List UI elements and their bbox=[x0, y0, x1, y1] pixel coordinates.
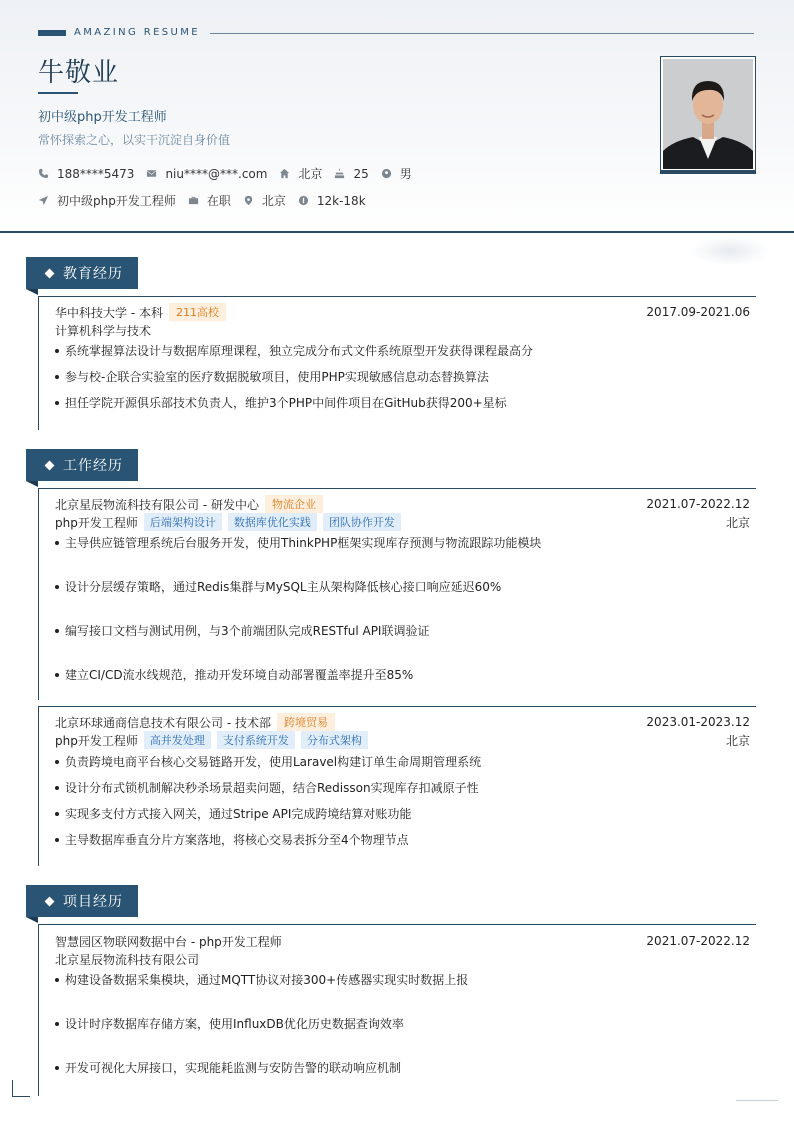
diamond-icon bbox=[45, 268, 55, 278]
section-line bbox=[38, 924, 756, 925]
industry-tag: 跨境贸易 bbox=[277, 713, 335, 731]
intent-city-text: 北京 bbox=[261, 194, 286, 208]
money-icon bbox=[298, 195, 309, 206]
section-line bbox=[38, 488, 756, 489]
contact-email bbox=[146, 167, 267, 181]
list-item: 参与校-企联合实验室的医疗数据脱敏项目，使用PHP实现敏感信息动态替换算法 bbox=[55, 368, 489, 385]
section-title-project: 项目经历 bbox=[63, 894, 123, 910]
brand-label: AMAZING RESUME bbox=[74, 27, 200, 38]
contact-row bbox=[38, 165, 424, 182]
position: php开发工程师 bbox=[55, 733, 138, 748]
list-item: 主导供应链管理系统后台服务开发，使用ThinkPHP框架实现库存预测与物流跟踪功能模块 bbox=[55, 534, 541, 551]
list-item: 设计分层缓存策略，通过Redis集群与MySQL主从架构降低核心接口响应延迟60% bbox=[55, 578, 501, 595]
age-text: 25 bbox=[353, 166, 369, 181]
project-title: 智慧园区物联网数据中台 - php开发工程师 bbox=[55, 934, 282, 949]
school-name: 华中科技大学 - 本科 bbox=[55, 305, 163, 320]
tab-notch bbox=[26, 289, 38, 295]
intent-status bbox=[188, 192, 231, 209]
section-title-education: 教育经历 bbox=[63, 266, 123, 282]
name-underline bbox=[38, 92, 78, 94]
list-item: 编写接口文档与测试用例，与3个前端团队完成RESTful API联调验证 bbox=[55, 622, 429, 639]
list-item: 设计时序数据库存储方案，使用InfluxDB优化历史数据查询效率 bbox=[55, 1015, 404, 1032]
contact-gender bbox=[381, 165, 412, 182]
diamond-icon bbox=[45, 896, 55, 906]
section-vertical-line bbox=[38, 924, 39, 1096]
work-date: 2021.07-2022.12 bbox=[646, 497, 750, 511]
decorative-glow bbox=[690, 236, 770, 266]
intent-status-text: 在职 bbox=[206, 194, 231, 208]
mail-icon bbox=[146, 168, 157, 179]
list-item: 主导数据库垂直分片方案落地，将核心交易表拆分至4个物理节点 bbox=[55, 831, 409, 848]
motto: 常怀探索之心，以实干沉淀自身价值 bbox=[38, 133, 231, 147]
gender-icon bbox=[381, 168, 392, 179]
intent-salary bbox=[298, 194, 366, 208]
corner-decoration bbox=[12, 1080, 30, 1097]
candidate-name: 牛敬业 bbox=[38, 58, 120, 88]
education-entry bbox=[55, 303, 750, 339]
gender-text: 男 bbox=[399, 167, 412, 181]
skill-tag: 分布式架构 bbox=[301, 731, 368, 749]
intent-position bbox=[38, 192, 176, 209]
send-icon bbox=[38, 195, 49, 206]
industry-tag: 物流企业 bbox=[265, 495, 323, 513]
company-name: 北京星辰物流科技有限公司 - 研发中心 bbox=[55, 497, 259, 512]
phone-text: 188****5473 bbox=[57, 166, 135, 181]
skill-tag: 高并发处理 bbox=[144, 731, 211, 749]
home-icon bbox=[279, 168, 290, 179]
profile-photo bbox=[663, 59, 753, 169]
section-line bbox=[38, 296, 756, 297]
list-item: 负责跨境电商平台核心交易链路开发，使用Laravel构建订单生命周期管理系统 bbox=[55, 753, 481, 770]
section-tab-education bbox=[26, 257, 138, 289]
section-tab-project bbox=[26, 885, 138, 917]
intent-row bbox=[38, 192, 378, 209]
major: 计算机科学与技术 bbox=[55, 323, 152, 338]
list-item: 开发可视化大屏接口，实现能耗监测与安防告警的联动响应机制 bbox=[55, 1059, 401, 1076]
brand-bar bbox=[38, 30, 66, 36]
section-vertical-line bbox=[38, 296, 39, 430]
list-item: 建立CI/CD流水线规范，推动开发环境自动部署覆盖率提升至85% bbox=[55, 666, 413, 683]
skill-tag: 支付系统开发 bbox=[217, 731, 295, 749]
contact-phone bbox=[38, 167, 134, 181]
phone-icon bbox=[38, 168, 49, 179]
work-entry bbox=[55, 495, 750, 531]
project-date: 2021.07-2022.12 bbox=[646, 934, 750, 948]
work-city: 北京 bbox=[725, 515, 750, 530]
section-vertical-line bbox=[38, 488, 39, 700]
work-date: 2023.01-2023.12 bbox=[646, 715, 750, 729]
work-city: 北京 bbox=[725, 733, 750, 748]
project-company: 北京星辰物流科技有限公司 bbox=[55, 952, 200, 967]
briefcase-icon bbox=[188, 195, 199, 206]
contact-city bbox=[279, 165, 322, 182]
section-vertical-line bbox=[38, 706, 39, 866]
diamond-icon bbox=[45, 460, 55, 470]
list-item: 构建设备数据采集模块，通过MQTT协议对接300+传感器实现实时数据上报 bbox=[55, 971, 468, 988]
entry-divider bbox=[38, 706, 756, 707]
education-date: 2017.09-2021.06 bbox=[646, 305, 750, 319]
school-tag: 211高校 bbox=[169, 303, 226, 321]
skill-tag: 数据库优化实践 bbox=[228, 513, 317, 531]
corner-decoration bbox=[736, 1100, 778, 1101]
tab-notch bbox=[26, 481, 38, 487]
section-title-work: 工作经历 bbox=[63, 458, 123, 474]
position: php开发工程师 bbox=[55, 515, 138, 530]
skill-tag: 后端架构设计 bbox=[144, 513, 222, 531]
company-name: 北京环球通商信息技术有限公司 - 技术部 bbox=[55, 715, 271, 730]
email-text: niu****@***.com bbox=[165, 166, 268, 181]
project-entry bbox=[55, 932, 750, 968]
list-item: 设计分布式锁机制解决秒杀场景超卖问题，结合Redisson实现库存扣减原子性 bbox=[55, 779, 479, 796]
job-title: 初中级php开发工程师 bbox=[38, 110, 167, 125]
location-icon bbox=[243, 195, 254, 206]
tab-notch bbox=[26, 917, 38, 923]
list-item: 担任学院开源俱乐部技术负责人，维护3个PHP中间件项目在GitHub获得200+星标 bbox=[55, 394, 507, 411]
photo-accent-bar bbox=[660, 170, 756, 174]
intent-salary-text: 12k-18k bbox=[316, 193, 366, 208]
intent-position-text: 初中级php开发工程师 bbox=[57, 194, 176, 208]
header-divider bbox=[0, 231, 794, 233]
section-tab-work bbox=[26, 449, 138, 481]
skill-tag: 团队协作开发 bbox=[323, 513, 401, 531]
cake-icon bbox=[334, 168, 345, 179]
intent-city bbox=[243, 192, 286, 209]
brand-line bbox=[210, 33, 754, 34]
list-item: 系统掌握算法设计与数据库原理课程，独立完成分布式文件系统原型开发获得课程最高分 bbox=[55, 342, 533, 359]
contact-age bbox=[334, 167, 368, 181]
work-entry bbox=[55, 713, 750, 749]
city-text: 北京 bbox=[298, 167, 323, 181]
list-item: 实现多支付方式接入网关，通过Stripe API完成跨境结算对账功能 bbox=[55, 805, 411, 822]
